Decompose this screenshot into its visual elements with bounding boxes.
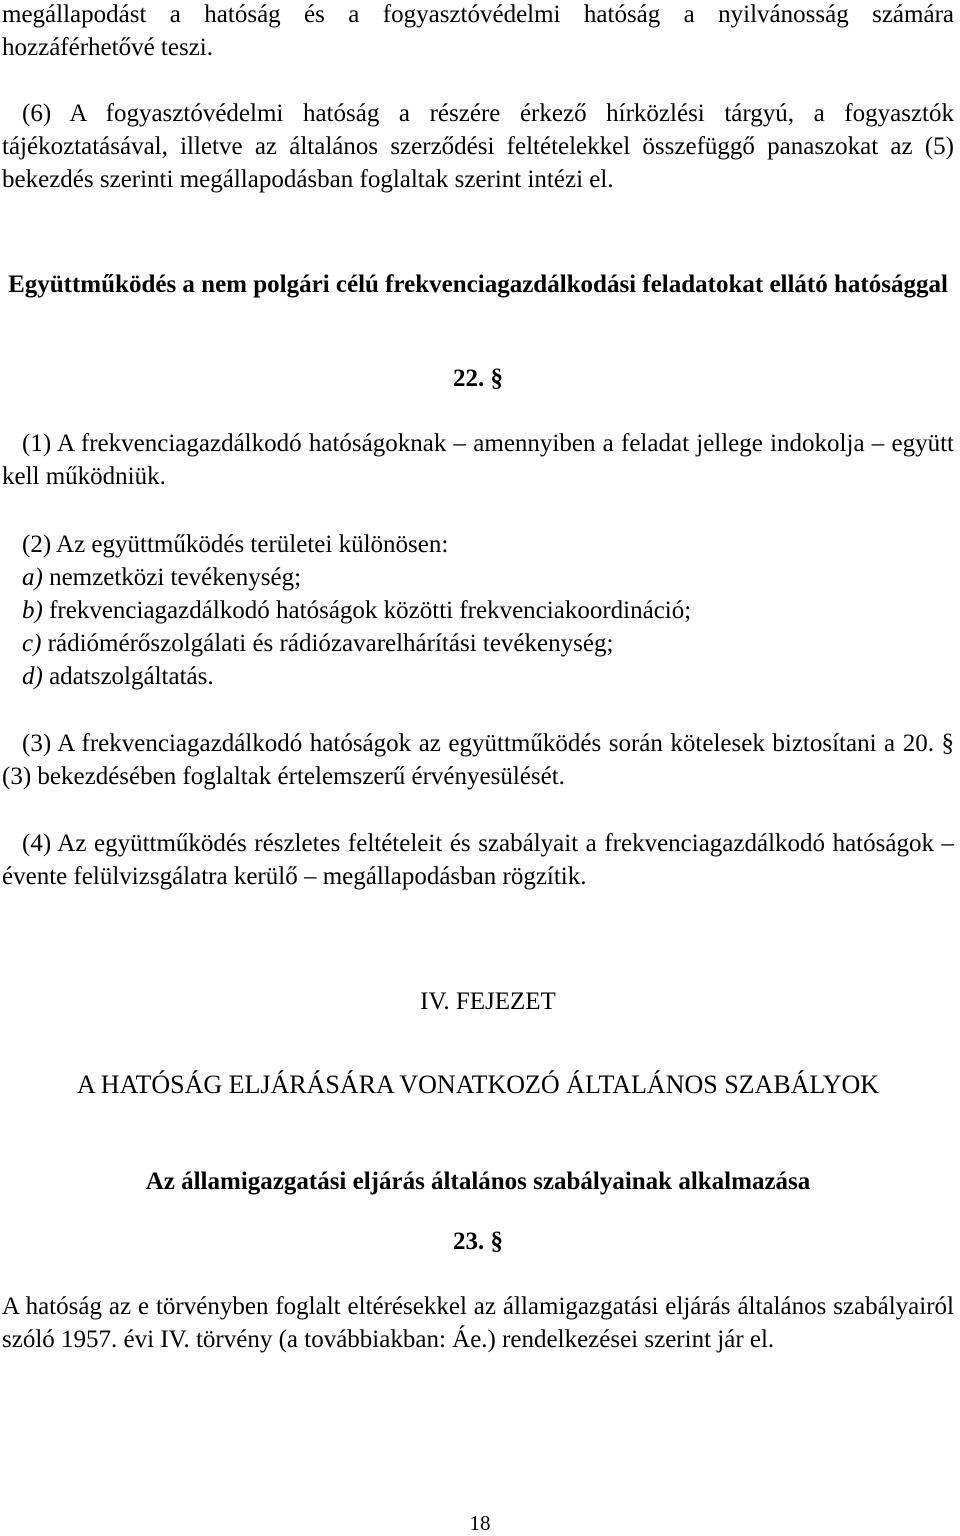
chapter-title: A HATÓSÁG ELJÁRÁSÁRA VONATKOZÓ ÁLTALÁNOS SZABÁLYOK bbox=[76, 1070, 880, 1099]
paragraph-6: (6) A fogyasztóvédelmi hatóság a részére érkező hírközlési tárgyú, a fogyasztók tájékoztatásával, illetve az általános szerződési feltételekkel összefüggő panaszokat az (5) bekezdés szerinti megállapodásban foglaltak szerint intézi el. bbox=[2, 100, 954, 193]
list-item-b bbox=[2, 594, 954, 627]
list-item-letter: a) bbox=[22, 564, 43, 591]
list-item-letter: b) bbox=[22, 597, 43, 624]
list-item-a bbox=[2, 561, 954, 594]
paragraph-continuation: megállapodást a hatóság és a fogyasztóvédelmi hatóság a nyilvánosság számára hozzáférhetővé teszi. bbox=[2, 1, 954, 61]
paragraph-22-4: (4) Az együttműködés részletes feltételeit és szabályait a frekvenciagazdálkodó hatóságok – évente felülvizsgálatra kerülő – megállapodásban rögzítik. bbox=[2, 830, 954, 890]
paragraph-22-3: (3) A frekvenciagazdálkodó hatóságok az együttműködés során kötelesek biztosítani a 20. § (3) bekezdésében foglaltak értelemszerű érvényesülését. bbox=[2, 730, 954, 790]
subheading-general-rules: Az államigazgatási eljárás általános szabályainak alkalmazása bbox=[145, 1168, 811, 1195]
chapter-number: IV. FEJEZET bbox=[420, 988, 556, 1015]
paragraph-22-1: (1) A frekvenciagazdálkodó hatóságoknak – amennyiben a feladat jellege indokolja – együtt kell működniük. bbox=[2, 430, 954, 490]
section-22-number: 22. § bbox=[453, 365, 503, 392]
list-item-text: nemzetközi tevékenység; bbox=[42, 564, 302, 591]
page-number: 18 bbox=[469, 1511, 491, 1535]
paragraph-22-2-intro: (2) Az együttműködés területei különösen: bbox=[22, 531, 449, 558]
paragraph-23: A hatóság az e törvényben foglalt eltérésekkel az államigazgatási eljárás általános szabályairól szóló 1957. évi IV. törvény (a továbbiakban: Áe.) rendelkezései szerint jár el. bbox=[2, 1293, 954, 1353]
list-item-text: rádiómérőszolgálati és rádiózavarelhárítási tevékenység; bbox=[41, 630, 614, 657]
list-item-letter: c) bbox=[22, 630, 42, 657]
list-item-text: frekvenciagazdálkodó hatóságok közötti frekvenciakoordináció; bbox=[42, 597, 692, 624]
list-item-d bbox=[2, 660, 954, 693]
list-item-c bbox=[2, 627, 954, 660]
heading-cooperation: Együttműködés a nem polgári célú frekvenciagazdálkodási feladatokat ellátó hatósággal bbox=[8, 271, 948, 298]
section-23-number: 23. § bbox=[453, 1228, 503, 1255]
list-item-letter: d) bbox=[22, 663, 43, 690]
cooperation-areas-list bbox=[2, 561, 954, 693]
list-item-text: adatszolgáltatás. bbox=[42, 663, 214, 690]
